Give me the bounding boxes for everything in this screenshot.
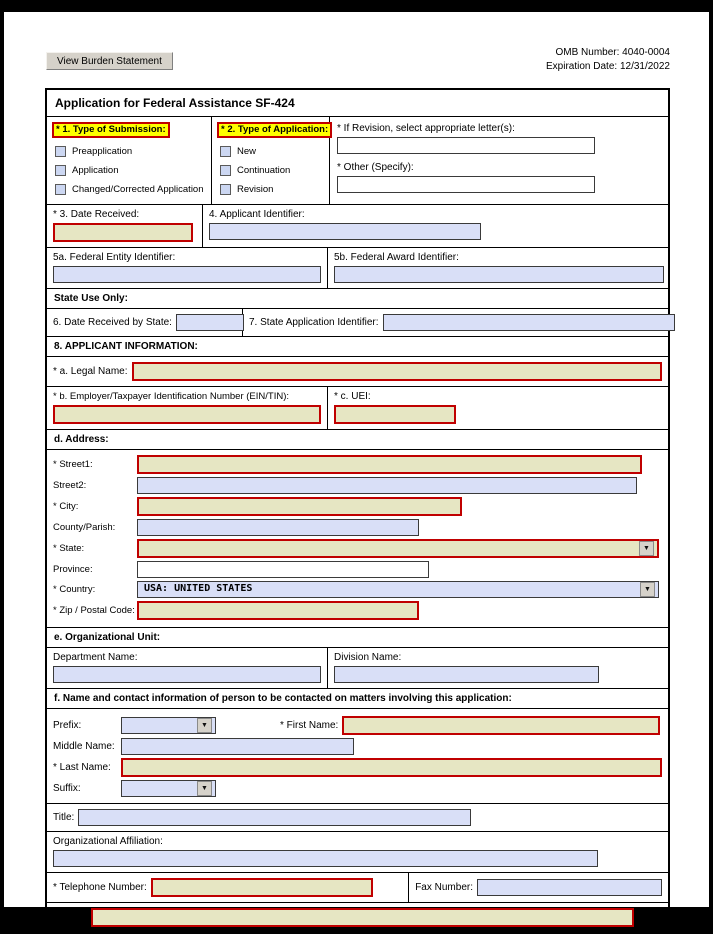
state-app-id-input[interactable] — [383, 314, 675, 331]
division-cell — [328, 648, 668, 688]
street1-label: * Street1: — [53, 459, 93, 470]
org-unit-header: e. Organizational Unit: — [47, 628, 668, 648]
option-preapplication — [55, 146, 206, 157]
federal-entity-label: 5a. Federal Entity Identifier: — [53, 252, 176, 263]
email-input[interactable] — [91, 908, 634, 927]
division-input[interactable] — [334, 666, 599, 683]
county-label: County/Parish: — [53, 522, 116, 533]
last-name-label: * Last Name: — [53, 762, 111, 773]
ein-label: * b. Employer/Taxpayer Identification Number (EIN/TIN): — [53, 391, 290, 402]
middle-name-input[interactable] — [121, 738, 354, 755]
revision-cell — [330, 117, 668, 204]
last-name-line — [53, 758, 662, 777]
prefix-firstname-line — [53, 716, 662, 735]
page-header — [45, 46, 670, 80]
omb-number: OMB Number: 4040-0004 — [555, 47, 670, 58]
province-line — [53, 561, 662, 578]
street1-input[interactable] — [137, 455, 642, 474]
applicant-identifier-cell — [203, 205, 668, 247]
phone-label: * Telephone Number: — [53, 882, 147, 893]
fax-input[interactable] — [477, 879, 662, 896]
chevron-down-icon[interactable]: ▼ — [197, 718, 212, 733]
checkbox-label-application: Application — [72, 165, 119, 176]
option-new — [220, 146, 324, 157]
type-of-submission-label: * 1. Type of Submission: — [52, 122, 170, 138]
department-cell — [47, 648, 328, 688]
uei-input[interactable] — [334, 405, 456, 424]
affiliation-input[interactable] — [53, 850, 598, 867]
suffix-select-value — [125, 781, 197, 796]
option-revision — [220, 184, 324, 195]
date-by-state-input[interactable] — [176, 314, 244, 331]
row-org-unit — [47, 648, 668, 689]
checkbox-application[interactable] — [55, 165, 66, 176]
country-select-value: USA: UNITED STATES — [144, 583, 253, 594]
division-label: Division Name: — [334, 652, 402, 663]
checkbox-label-revision: Revision — [237, 184, 274, 195]
checkbox-label-preapplication: Preapplication — [72, 146, 133, 157]
affiliation-label: Organizational Affiliation: — [53, 836, 163, 847]
email-label: * Email: — [53, 912, 88, 923]
row-title — [47, 804, 668, 832]
federal-entity-cell — [47, 248, 328, 288]
federal-award-input[interactable] — [334, 266, 664, 283]
phone-cell — [47, 873, 409, 902]
city-label: * City: — [53, 501, 79, 512]
legal-name-label: * a. Legal Name: — [53, 366, 128, 377]
first-name-input[interactable] — [342, 716, 660, 735]
county-line — [53, 519, 662, 536]
ein-input[interactable] — [53, 405, 321, 424]
county-input[interactable] — [137, 519, 419, 536]
row-state-use — [47, 309, 668, 337]
state-app-id-label: 7. State Application Identifier: — [249, 317, 379, 328]
phone-input[interactable] — [151, 878, 373, 897]
state-line — [53, 539, 662, 558]
zip-line — [53, 601, 662, 620]
last-name-input[interactable] — [121, 758, 662, 777]
first-name-label: * First Name: — [280, 720, 339, 731]
state-select[interactable] — [137, 539, 659, 558]
omb-block — [546, 46, 670, 74]
checkbox-changed-corrected[interactable] — [55, 184, 66, 195]
federal-award-label: 5b. Federal Award Identifier: — [334, 252, 459, 263]
checkbox-label-new: New — [237, 146, 257, 157]
row-date-applicant — [47, 205, 668, 248]
uei-label: * c. UEI: — [334, 391, 371, 402]
row-phone-fax — [47, 873, 668, 903]
title-label: Title: — [53, 812, 75, 823]
street1-line — [53, 455, 662, 474]
prefix-label: Prefix: — [53, 720, 82, 731]
chevron-down-icon[interactable]: ▼ — [197, 781, 212, 796]
applicant-identifier-label: 4. Applicant Identifier: — [209, 209, 305, 220]
federal-award-cell — [328, 248, 670, 288]
row-email — [47, 903, 668, 932]
state-select-value — [142, 541, 639, 556]
suffix-label: Suffix: — [53, 783, 81, 794]
form-page — [4, 12, 709, 923]
address-header: d. Address: — [47, 430, 668, 450]
zip-input[interactable] — [137, 601, 419, 620]
date-received-cell — [47, 205, 203, 247]
country-label: * Country: — [53, 584, 96, 595]
federal-entity-input[interactable] — [53, 266, 321, 283]
fax-label: Fax Number: — [415, 882, 473, 893]
suffix-line — [53, 780, 662, 797]
title-input[interactable] — [78, 809, 471, 826]
row-ein-uei — [47, 387, 668, 430]
applicant-information-header: 8. APPLICANT INFORMATION: — [47, 337, 668, 357]
option-application — [55, 165, 206, 176]
row-legal-name — [47, 357, 668, 387]
type-of-application-label: * 2. Type of Application: — [217, 122, 332, 138]
view-burden-statement-button[interactable]: View Burden Statement — [46, 52, 173, 70]
type-section — [47, 117, 668, 205]
type-of-submission-cell — [47, 117, 212, 204]
revision-letters-label: * If Revision, select appropriate letter(s): — [337, 123, 515, 134]
sf424-form — [45, 88, 670, 934]
prefix-select[interactable] — [121, 717, 216, 734]
street2-label: Street2: — [53, 480, 87, 491]
expiration-date: Expiration Date: 12/31/2022 — [546, 61, 670, 72]
form-title: Application for Federal Assistance SF-424 — [47, 90, 668, 117]
middle-name-label: Middle Name: — [53, 741, 115, 752]
checkbox-continuation[interactable] — [220, 165, 231, 176]
uei-cell — [328, 387, 668, 429]
country-line — [53, 581, 662, 598]
chevron-down-icon[interactable]: ▼ — [640, 582, 655, 597]
city-input[interactable] — [137, 497, 462, 516]
checkbox-new[interactable] — [220, 146, 231, 157]
row-affiliation — [47, 832, 668, 873]
type-of-application-cell — [212, 117, 330, 204]
province-label: Province: — [53, 564, 93, 575]
middle-name-line — [53, 738, 662, 755]
revision-letters-input[interactable] — [337, 137, 595, 154]
fax-cell — [409, 873, 668, 902]
department-input[interactable] — [53, 666, 321, 683]
street2-line — [53, 477, 662, 494]
chevron-down-icon[interactable]: ▼ — [639, 541, 654, 556]
suffix-select[interactable] — [121, 780, 216, 797]
state-label: * State: — [53, 543, 85, 554]
country-select[interactable] — [137, 581, 659, 598]
contact-header: f. Name and contact information of person to be contacted on matters involving this application: — [47, 689, 668, 709]
street2-input[interactable] — [137, 477, 637, 494]
contact-block — [47, 709, 668, 804]
state-app-id-cell — [243, 309, 681, 336]
address-block — [47, 450, 668, 628]
option-changed-corrected — [55, 184, 206, 195]
date-received-input[interactable] — [53, 223, 193, 242]
zip-label: * Zip / Postal Code: — [53, 605, 135, 616]
date-by-state-label: 6. Date Received by State: — [53, 317, 172, 328]
legal-name-input[interactable] — [132, 362, 663, 381]
row-federal-identifiers — [47, 248, 668, 289]
city-line — [53, 497, 662, 516]
checkbox-revision[interactable] — [220, 184, 231, 195]
province-input[interactable] — [137, 561, 429, 578]
other-specify-input[interactable] — [337, 176, 595, 193]
state-use-only-header: State Use Only: — [47, 289, 668, 309]
checkbox-preapplication[interactable] — [55, 146, 66, 157]
date-received-label: * 3. Date Received: — [53, 209, 140, 220]
ein-cell — [47, 387, 328, 429]
department-label: Department Name: — [53, 652, 138, 663]
date-by-state-cell — [47, 309, 243, 336]
checkbox-label-changed-corrected: Changed/Corrected Application — [72, 184, 204, 195]
other-specify-label: * Other (Specify): — [337, 162, 414, 173]
applicant-identifier-input[interactable] — [209, 223, 481, 240]
option-continuation — [220, 165, 324, 176]
prefix-select-value — [125, 718, 197, 733]
checkbox-label-continuation: Continuation — [237, 165, 291, 176]
